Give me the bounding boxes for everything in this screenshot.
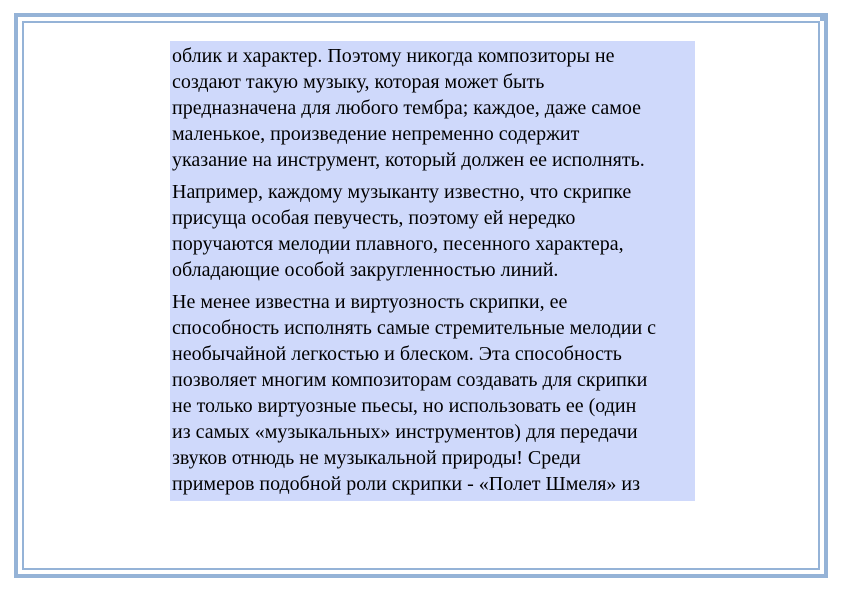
text-line: обладающие особой закругленностью линий. bbox=[172, 259, 559, 281]
text-line: необычайной легкостью и блеском. Эта способность bbox=[172, 343, 622, 365]
text-line: маленькое, произведение непременно содержит bbox=[172, 123, 580, 145]
text-line: Не менее известна и виртуозность скрипки, ее bbox=[172, 291, 568, 313]
text-line: создают такую музыку, которая может быть bbox=[172, 71, 545, 93]
slide-frame-corner bbox=[820, 13, 828, 21]
text-line: не только виртуозные пьесы, но использовать ее (один bbox=[172, 395, 637, 417]
paragraph-2 bbox=[172, 179, 695, 283]
text-line: предназначена для любого тембра; каждое, даже самое bbox=[172, 97, 641, 119]
text-line: примеров подобной роли скрипки - «Полет Шмеля» из bbox=[172, 473, 641, 495]
paragraph-1 bbox=[172, 43, 695, 173]
text-line: позволяет многим композиторам создавать для скрипки bbox=[172, 369, 648, 391]
text-line: облик и характер. Поэтому никогда композиторы не bbox=[172, 45, 615, 67]
text-line: из самых «музыкальных» инструментов) для передачи bbox=[172, 421, 638, 443]
paragraph-3 bbox=[172, 289, 695, 497]
text-block bbox=[170, 41, 695, 501]
text-line: указание на инструмент, который должен ее исполнять. bbox=[172, 149, 645, 171]
text-line: присуща особая певучесть, поэтому ей нередко bbox=[172, 207, 576, 229]
text-line: звуков отнюдь не музыкальной природы! Среди bbox=[172, 447, 581, 469]
text-line: поручаются мелодии плавного, песенного характера, bbox=[172, 233, 624, 255]
text-line: способность исполнять самые стремительные мелодии с bbox=[172, 317, 657, 339]
text-line: Например, каждому музыканту известно, что скрипке bbox=[172, 181, 632, 203]
